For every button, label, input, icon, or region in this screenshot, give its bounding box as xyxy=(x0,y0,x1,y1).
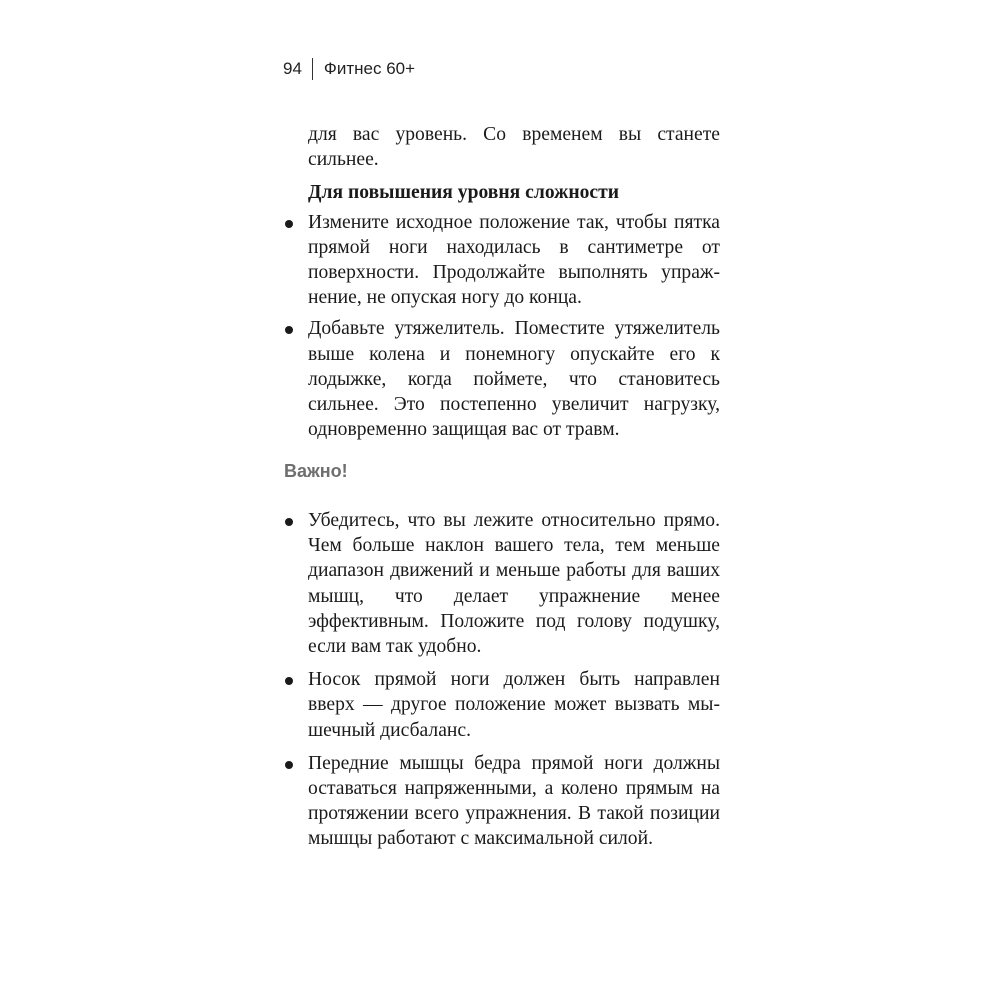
list-item xyxy=(308,667,720,743)
intro-paragraph: для вас уровень. Со временем вы станете сильнее. xyxy=(308,124,720,171)
important-list xyxy=(308,508,720,852)
book-title: Фитнес 60+ xyxy=(323,59,416,78)
list-item xyxy=(308,751,720,852)
important-section xyxy=(308,508,720,860)
difficulty-list xyxy=(308,210,720,443)
list-item xyxy=(308,316,720,442)
bullet-icon xyxy=(285,761,293,769)
list-item-text: Добавьте утяжелитель. Поместите утяжелитель выше колена и понемногу опускайте его к лодыжке, когда поймете, что становитесь сильнее. Это постепенно увеличит нагрузку, одновременно защищая вас от травм. xyxy=(308,318,720,441)
main-text-section xyxy=(308,122,720,448)
bullet-icon xyxy=(285,518,293,526)
list-item xyxy=(308,508,720,659)
list-item-text: Убедитесь, что вы лежите относительно прямо. Чем больше наклон вашего тела, тем меньше диапазон движений и меньше работы для ваших мышц, что делает упражнение менее эффективным. Положите под голову подушку, если вам так удобно. xyxy=(308,510,720,658)
page-number: 94 xyxy=(283,59,302,78)
header-divider xyxy=(312,58,313,80)
bullet-icon xyxy=(285,220,293,228)
list-item-text: Измените исходное положение так, чтобы пятка прямой ноги находилась в сантиметре от поверхности. Продолжайте выполнять упражнение, не опуская ногу до конца. xyxy=(308,211,720,309)
list-item xyxy=(308,210,720,311)
difficulty-subheading: Для повышения уровня сложности xyxy=(308,182,620,204)
list-item-text: Передние мышцы бедра прямой ноги должны оставаться напряженными, а колено прямым на протяжении всего упражнения. В такой позиции мышцы работают с максимальной силой. xyxy=(308,752,720,850)
bullet-icon xyxy=(285,677,293,685)
running-header xyxy=(283,56,415,82)
list-item-text: Носок прямой ноги должен быть направлен вверх — другое положение может вызвать мышечный дисбаланс. xyxy=(308,669,720,741)
bullet-icon xyxy=(285,326,293,334)
important-heading: Важно! xyxy=(284,461,348,481)
